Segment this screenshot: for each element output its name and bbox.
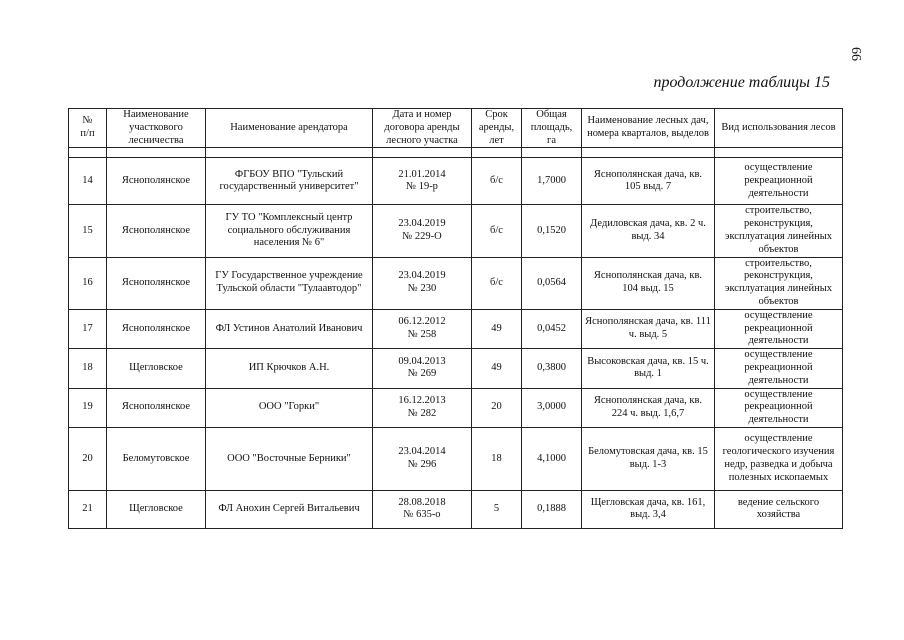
cell-use: ведение сельского хозяйства: [715, 490, 843, 528]
cell-term: 5: [472, 490, 522, 528]
cell-area: 0,0452: [522, 309, 582, 348]
cell-forestry: Яснополянское: [107, 309, 206, 348]
cell-term: 49: [472, 349, 522, 388]
cell-use: осуществление рекреационной деятельности: [715, 158, 843, 205]
cell-use: осуществление рекреационной деятельности: [715, 309, 843, 348]
cell-number: 16: [69, 257, 107, 309]
cell-contract: 23.04.2014 № 296: [373, 427, 472, 490]
cell-forestry: Щегловское: [107, 349, 206, 388]
table-header-row: [69, 109, 843, 148]
cell-area: 0,0564: [522, 257, 582, 309]
cell-number: 21: [69, 490, 107, 528]
table-row: [69, 257, 843, 309]
table-row: [69, 349, 843, 388]
header-cell: № п/п: [69, 109, 107, 148]
cell-forestry: Щегловское: [107, 490, 206, 528]
cell-forestry: Яснополянское: [107, 257, 206, 309]
cell-area: 3,0000: [522, 388, 582, 427]
header-cell: Наименование арендатора: [206, 109, 373, 148]
cell-location: Яснополянская дача, кв. 104 выд. 15: [582, 257, 715, 309]
cell-use: осуществление геологического изучения недр, разведка и добыча полезных ископаемых: [715, 427, 843, 490]
cell-contract: 16.12.2013 № 282: [373, 388, 472, 427]
cell-area: 0,3800: [522, 349, 582, 388]
cell-location: Яснополянская дача, кв. 224 ч. выд. 1,6,7: [582, 388, 715, 427]
cell-area: 0,1888: [522, 490, 582, 528]
cell-number: 20: [69, 427, 107, 490]
cell-tenant: ИП Крючков А.Н.: [206, 349, 373, 388]
cell-area: 1,7000: [522, 158, 582, 205]
cell-number: 17: [69, 309, 107, 348]
cell-forestry: Беломутовское: [107, 427, 206, 490]
cell-term: 49: [472, 309, 522, 348]
header-cell: Вид использования лесов: [715, 109, 843, 148]
cell-use: строительство, реконструкция, эксплуатация линейных объектов: [715, 205, 843, 257]
table-row: [69, 427, 843, 490]
cell-number: 18: [69, 349, 107, 388]
cell-term: 18: [472, 427, 522, 490]
header-cell: Наименование участкового лесничества: [107, 109, 206, 148]
page-number: 66: [848, 47, 863, 61]
lease-table: [68, 108, 843, 529]
cell-area: 0,1520: [522, 205, 582, 257]
cell-use: строительство, реконструкция, эксплуатация линейных объектов: [715, 257, 843, 309]
cell-contract: 23.04.2019 № 229-О: [373, 205, 472, 257]
cell-location: Высоковская дача, кв. 15 ч. выд. 1: [582, 349, 715, 388]
table-row: [69, 158, 843, 205]
cell-number: 15: [69, 205, 107, 257]
table-caption: продолжение таблицы 15: [653, 74, 830, 91]
cell-tenant: ФЛ Устинов Анатолий Иванович: [206, 309, 373, 348]
spacer-row: [69, 148, 843, 158]
cell-forestry: Яснополянское: [107, 158, 206, 205]
cell-forestry: Яснополянское: [107, 205, 206, 257]
table-row: [69, 490, 843, 528]
cell-location: Яснополянская дача, кв. 111 ч. выд. 5: [582, 309, 715, 348]
cell-tenant: ФЛ Анохин Сергей Витальевич: [206, 490, 373, 528]
cell-tenant: ГУ ТО "Комплексный центр социального обслуживания населения № 6": [206, 205, 373, 257]
cell-forestry: Яснополянское: [107, 388, 206, 427]
cell-location: Яснополянская дача, кв. 105 выд. 7: [582, 158, 715, 205]
cell-location: Дедиловская дача, кв. 2 ч. выд. 34: [582, 205, 715, 257]
table-row: [69, 309, 843, 348]
cell-contract: 06.12.2012 № 258: [373, 309, 472, 348]
cell-area: 4,1000: [522, 427, 582, 490]
cell-tenant: ФГБОУ ВПО "Тульский государственный университет": [206, 158, 373, 205]
cell-contract: 23.04.2019 № 230: [373, 257, 472, 309]
cell-location: Щегловская дача, кв. 161, выд. 3,4: [582, 490, 715, 528]
cell-tenant: ООО "Горки": [206, 388, 373, 427]
table-row: [69, 388, 843, 427]
cell-contract: 28.08.2018 № 635-о: [373, 490, 472, 528]
header-cell: Общая площадь, га: [522, 109, 582, 148]
cell-location: Беломутовская дача, кв. 15 выд. 1-3: [582, 427, 715, 490]
header-cell: Срок аренды, лет: [472, 109, 522, 148]
cell-use: осуществление рекреационной деятельности: [715, 349, 843, 388]
cell-use: осуществление рекреационной деятельности: [715, 388, 843, 427]
table-row: [69, 205, 843, 257]
cell-contract: 09.04.2013 № 269: [373, 349, 472, 388]
cell-contract: 21.01.2014 № 19-р: [373, 158, 472, 205]
cell-tenant: ООО "Восточные Берники": [206, 427, 373, 490]
cell-number: 14: [69, 158, 107, 205]
cell-number: 19: [69, 388, 107, 427]
cell-term: 20: [472, 388, 522, 427]
header-cell: Наименование лесных дач, номера кварталов, выделов: [582, 109, 715, 148]
cell-term: б/с: [472, 158, 522, 205]
cell-term: б/с: [472, 205, 522, 257]
header-cell: Дата и номер договора аренды лесного участка: [373, 109, 472, 148]
cell-term: б/с: [472, 257, 522, 309]
cell-tenant: ГУ Государственное учреждение Тульской области "Тулаавтодор": [206, 257, 373, 309]
